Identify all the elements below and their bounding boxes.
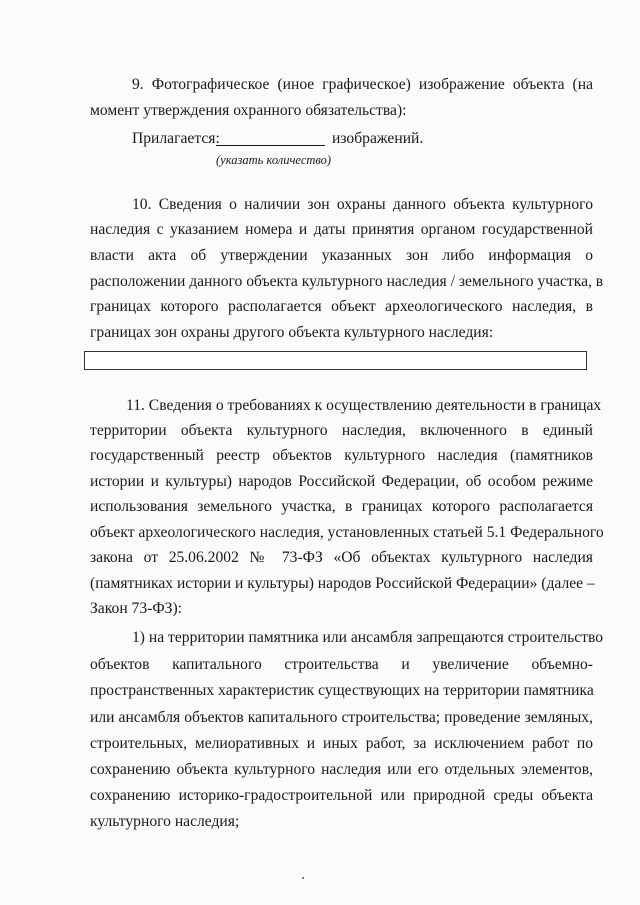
page-speck <box>302 877 304 879</box>
section10-line-2: наследия с указанием номера и даты принятия органом государственной <box>90 221 593 238</box>
attached-hint: (указать количество) <box>216 153 332 167</box>
section11-line-3: государственный реестр объектов культурного наследия (памятников <box>90 447 593 464</box>
section10-line-5: границах которого располагается объект археологического наследия, в <box>90 298 593 315</box>
item1-line-7: сохранению историко-градостроительной или природной среды объекта <box>90 787 593 804</box>
section11-line-8: (памятниках истории и культуры) народов Российской Федерации» (далее – <box>90 575 595 592</box>
section11-line-6: объект археологического наследия, установленных статьей 5.1 Федерального <box>90 524 604 541</box>
attached-suffix: изображений. <box>332 130 424 147</box>
item1-line-1: 1) на территории памятника или ансамбля запрещаются строительство <box>132 629 604 646</box>
item1-line-8: культурного наследия; <box>90 813 240 830</box>
section9-line-2: момент утверждения охранного обязательства): <box>90 102 407 119</box>
item1-line-3: пространственных характеристик существующих на территории памятника <box>90 682 594 699</box>
attached-label: Прилагается: <box>132 130 220 147</box>
section10-line-4: расположении данного объекта культурного наследия / земельного участка, в <box>90 273 604 290</box>
section11-line-7: закона от 25.06.2002 № 73-ФЗ «Об объектах культурного наследия <box>90 549 593 566</box>
section11-line-1: 11. Сведения о требованиях к осуществлению деятельности в границах <box>126 397 602 414</box>
item1-line-6: сохранению объекта культурного наследия или его отдельных элементов, <box>90 761 593 778</box>
item1-line-2: объектов капитального строительства и увеличение объемно- <box>90 656 593 673</box>
section11-line-4: истории и культуры) народов Российской Федерации, об особом режиме <box>90 473 593 490</box>
attached-count-field[interactable] <box>216 145 325 146</box>
section11-line-9: Закон 73-ФЗ): <box>90 600 183 617</box>
section11-line-5: использования земельного участка, в границах которого располагается <box>90 498 593 515</box>
section10-line-3: власти акта об утверждении указанных зон либо информация о <box>90 247 593 264</box>
section10-line-6: границах зон охраны другого объекта культурного наследия: <box>90 324 494 341</box>
section9-line-1: 9. Фотографическое (иное графическое) изображение объекта (на <box>132 76 593 93</box>
zones-info-field[interactable] <box>84 351 587 370</box>
section10-line-1: 10. Сведения о наличии зон охраны данного объекта культурного <box>132 196 593 213</box>
item1-line-4: или ансамбля объектов капитального строительства; проведение земляных, <box>90 709 593 726</box>
section11-line-2: территории объекта культурного наследия, включенного в единый <box>90 422 593 439</box>
item1-line-5: строительных, мелиоративных и иных работ, за исключением работ по <box>90 735 593 752</box>
